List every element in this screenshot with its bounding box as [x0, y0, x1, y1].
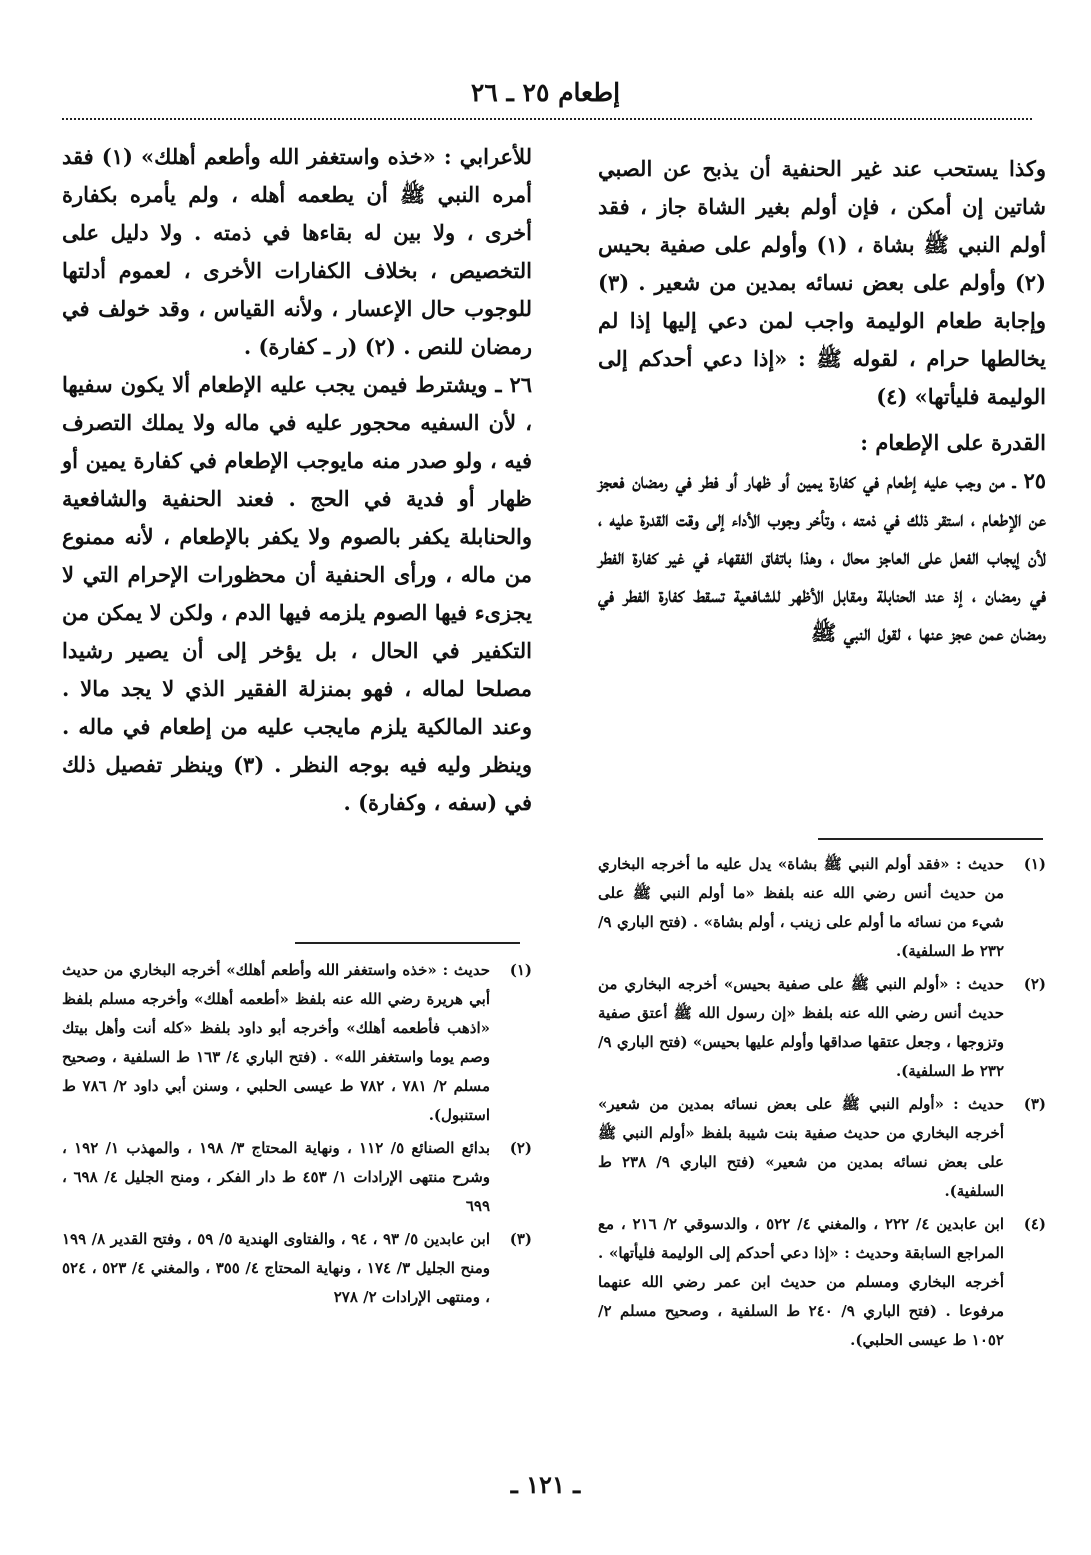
right-column: [598, 150, 1046, 652]
footnote-number: (٣): [1023, 1095, 1046, 1113]
left-paragraph-1: للأعرابي : «خذه واستغفر الله وأطعم أهلك» (١) فقد أمره النبي ﷺ أن يطعمه أهله ، ولم يأمره بكفارة أخرى ، ولا بين له بقاءها في ذمته . ولا دليل على التخصيص ، بخلاف الكفارات الأخرى ، لعموم أدلتها للوجوب حال الإعسار ، ولأنه القياس ، وقد خولف في رمضان للنص . (٢) (ر ـ كفارة) .: [62, 144, 532, 359]
footnote-text: ابن عابدين ٥/ ٩٣ ، ٩٤ ، والفتاوى الهندية ٥/ ٥٩ ، وفتح القدير ٨/ ١٩٩ ومنح الجليل ٣/ ١٧٤ ، ونهاية المحتاج ٤/ ٣٥٥ ، والمغني ٤/ ٥٢٣ ، ٥٢٤ ، ومنتهى الإرادات ٢/ ٢٧٨: [62, 1230, 491, 1306]
left-footnotes: [62, 956, 532, 1316]
footnote-item: [598, 850, 1046, 966]
footnote-number: (٢): [1023, 975, 1046, 993]
left-paragraph-2: ٢٦ ـ ويشترط فيمن يجب عليه الإطعام ألا يكون سفيها ، لأن السفيه محجور عليه في ماله ولا يملك التصرف فيه ، ولو صدر منه مايوجب الإطعام في كفارة يمين أو ظهار أو فدية في الحج . فعند الحنفية والشافعية والحنابلة يكفر بالصوم ولا يكفر بالإطعام ، لأنه ممنوع من ماله ، ورأى الحنفية أن محظورات الإحرام التي لا يجزىء فيها الصوم يلزمه فيها الدم ، ولكن لا يمكن من التكفير في الحال ، بل يؤخر إلى أن يصير رشيدا مصلحا لماله ، فهو بمنزلة الفقير الذي لا يجد مالا . وعند المالكية يلزم مايجب عليه من إطعام في ماله . وينظر وليه فيه بوجه النظر . (٣) وينظر تفصيل ذلك في (سفه ، وكفارة) .: [62, 372, 532, 815]
section-subtitle: القدرة على الإطعام :: [860, 430, 1046, 455]
footnote-text: حديث : «خذه واستغفر الله وأطعم أهلك» أخرجه البخاري من حديث أبي هريرة رضي الله عنه بلفظ «أطعمه أهلك» وأخرجه مسلم بلفظ «اذهب فأطعمه أهلك» وأخرجه أبو داود بلفظ «كله أنت وأهل بيتك وصم يوما واستغفر الله» . (فتح الباري ٤/ ١٦٣ ط السلفية ، وصحيح مسلم ٢/ ٧٨١ ، ٧٨٢ ط عيسى الحلبي ، وسنن أبي داود ٢/ ٧٨٦ ط استنبول).: [62, 961, 491, 1124]
right-footnotes: [598, 850, 1046, 1359]
page-number: ـ ١٢١ ـ: [510, 1470, 581, 1499]
footnote-item: [62, 1134, 532, 1221]
footnote-text: حديث : «أولم النبي ﷺ على بعض نسائه بمدين من شعير» أخرجه البخاري من حديث صفية بنت شيبة بلفظ «أولم النبي ﷺ على بعض نسائه بمدين من شعير» (فتح الباري ٩/ ٢٣٨ ط السلفية).: [598, 1095, 1004, 1200]
footnote-text: حديث : «أولم النبي ﷺ على صفية بحيس» أخرجه البخاري من حديث أنس رضي الله عنه بلفظ «إن رسول الله ﷺ أعتق صفية وتزوجها ، وجعل عتقها صداقها وأولم عليها بحيس» (فتح الباري ٩/ ٢٣٢ ط السلفية).: [598, 975, 1004, 1080]
footnote-number: (٢): [509, 1139, 532, 1157]
footnote-text: بدائع الصنائع ٥/ ١١٢ ، ونهاية المحتاج ٣/ ١٩٨ ، والمهذب ١/ ١٩٢ ، وشرح منتهى الإرادات ١/ ٤٥٣ ط دار الفكر ، ومنح الجليل ٤/ ٦٩٨ ، ٦٩٩: [62, 1139, 491, 1215]
footnote-item: [62, 1225, 532, 1312]
footnote-text: ابن عابدين ٤/ ٢٢٢ ، والمغني ٤/ ٥٢٢ ، والدسوقي ٢/ ٢١٦ ، مع المراجع السابقة وحديث : «إذا دعي أحدكم إلى الوليمة فليأتها» . أخرجه البخاري ومسلم من حديث ابن عمر رضي الله عنهما مرفوعا . (فتح الباري ٩/ ٢٤٠ ط السلفية ، وصحيح مسلم ٢/ ١٠٥٢ ط عيسى الحلبي).: [598, 1215, 1005, 1349]
right-footnote-separator: [818, 838, 1043, 840]
footnote-number: (٣): [509, 1230, 532, 1248]
footnote-text: حديث : «فقد أولم النبي ﷺ بشاة» يدل عليه ما أخرجه البخاري من حديث أنس رضي الله عنه بلفظ «ما أولم النبي ﷺ على شيء من نسائه ما أولم على زينب ، أولم بشاة» . (فتح الباري ٩/ ٢٣٢ ط السلفية).: [598, 855, 1004, 960]
left-column: [62, 138, 532, 822]
right-paragraph-2: ٢٥ ـ من وجب عليه إطعام في كفارة يمين أو ظهار أو فطر في رمضان فعجز عن الإطعام ، استقر ذلك في ذمته ، وتأخر وجوب الأداء إلى وقت القدرة عليه ، لأن إيجاب الفعل على العاجز محال ، وهذا باتفاق الفقهاء في غير كفارة الفطر في رمضان ، إذ عند الحنابلة ومقابل الأظهر للشافعية تسقط كفارة الفطر في رمضان عمن عجز عنها ، لقول النبي ﷺ: [598, 468, 1046, 645]
footnote-item: [598, 1090, 1046, 1206]
header-divider: [62, 118, 1032, 120]
footnote-item: [598, 1210, 1046, 1355]
footnote-number: (١): [1023, 855, 1046, 873]
footnote-number: (٤): [1023, 1215, 1046, 1233]
page-header: إطعام ٢٥ ـ ٢٦: [470, 78, 621, 107]
left-footnote-separator: [295, 942, 520, 944]
footnote-item: [598, 970, 1046, 1086]
right-paragraph-1: وكذا يستحب عند غير الحنفية أن يذبح عن الصبي شاتين إن أمكن ، فإن أولم بغير الشاة جاز ، فقد أولم النبي ﷺ بشاة ، (١) وأولم على صفية بحيس (٢) وأولم على بعض نسائه بمدين من شعير . (٣) وإجابة طعام الوليمة واجب لمن دعي إليها إذا لم يخالطها حرام ، لقوله ﷺ : «إذا دعي أحدكم إلى الوليمة فليأتها» (٤): [598, 156, 1046, 409]
footnote-number: (١): [509, 961, 532, 979]
footnote-item: [62, 956, 532, 1130]
